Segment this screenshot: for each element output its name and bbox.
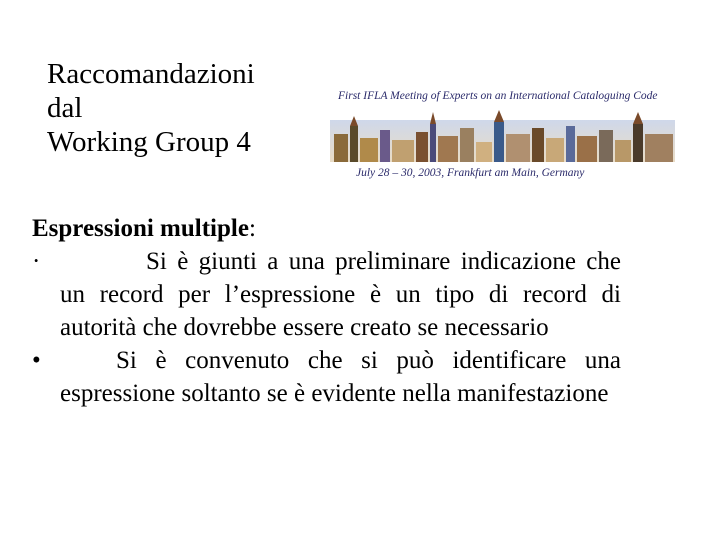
slide-body <box>32 212 621 410</box>
bullet-item <box>32 344 621 410</box>
bullet-item <box>32 245 621 344</box>
bullet-dot-icon: • <box>32 347 41 374</box>
bullet-dot-icon: · <box>32 248 41 275</box>
section-heading <box>32 212 621 245</box>
bullet-text: Si è convenuto che si può identificare una espressione soltanto se è evidente nella manifestazione <box>60 347 621 407</box>
section-heading-text: Espressioni multiple <box>32 215 249 242</box>
banner-caption-bottom: July 28 – 30, 2003, Frankfurt am Main, Germany <box>356 167 585 179</box>
section-heading-colon: : <box>248 215 256 242</box>
bullet-text: Si è giunti a una preliminare indicazione che un record per l’espressione è un tipo di record di autorità che dovrebbe essere creato se necessario <box>60 248 621 341</box>
title-line-2: dal <box>47 92 83 124</box>
title-line-3: Working Group 4 <box>47 126 251 158</box>
banner-caption-top: First IFLA Meeting of Experts on an International Cataloguing Code <box>338 90 658 102</box>
conference-banner-image <box>330 82 690 182</box>
title-line-1: Raccomandazioni <box>47 58 255 90</box>
slide-title <box>47 57 255 159</box>
